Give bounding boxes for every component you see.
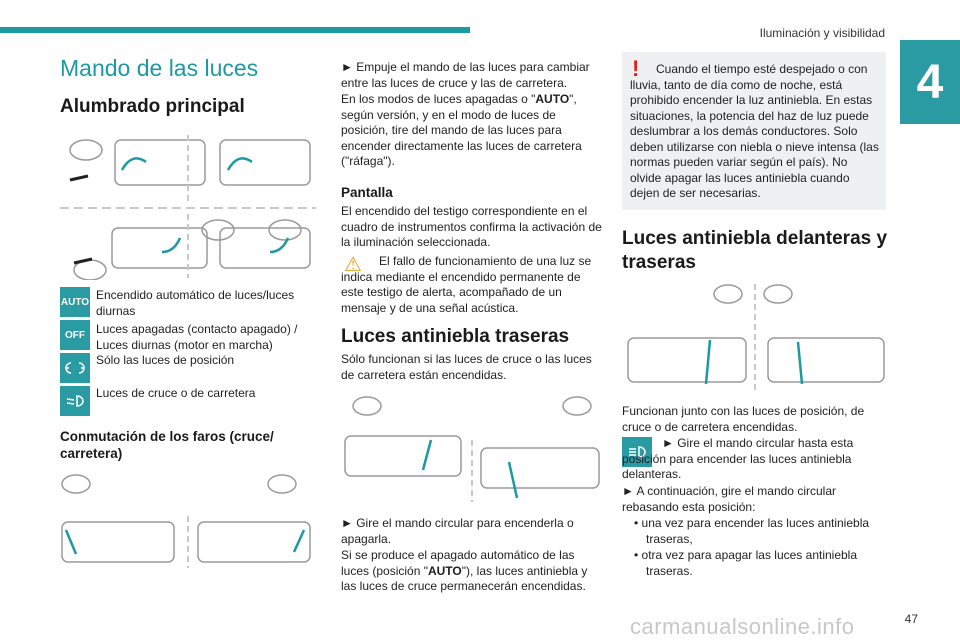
legend-auto-text: Encendido automático de luces/luces diurnas: [96, 288, 295, 318]
heading-display: Pantalla: [341, 185, 393, 200]
front-fog-switch-illustration: [622, 282, 888, 394]
chapter-badge: 4: [900, 40, 960, 124]
legend-off-text: Luces apagadas (contacto apagado) / Luces diurnas (motor en marcha): [96, 322, 298, 352]
paragraph-rear-fog-turn: ► Gire el mando circular para encenderla o apagarla.: [341, 516, 574, 546]
paragraph-fog-rear: ► A continuación, gire el mando circular rebasando esta posición:: [622, 484, 836, 514]
rear-fog-switch-illustration: [341, 390, 603, 505]
watermark: carmanualsonline.info: [630, 614, 855, 639]
position-lights-icon: [60, 353, 90, 383]
paragraph-switch-push: ► Empuje el mando de las luces para cambiar entre las luces de cruce y las de carretera.: [341, 60, 590, 90]
paragraph-fog-front: ► Gire el mando circular hasta esta posición para encender las luces antiniebla delanteras.: [622, 436, 854, 481]
heading-rear-fog: Luces antiniebla traseras: [341, 326, 570, 347]
heading-headlight-switch: Conmutación de los faros (cruce/ carretera): [60, 429, 274, 461]
paragraph-flash: En los modos de luces apagadas o "AUTO", según versión, y en el modo de luces de posición, tire del mando de las luces para encender directamente las luces de carretera ("ráfaga").: [341, 92, 582, 168]
page-number: 47: [904, 612, 918, 626]
paragraph-rear-fog: Sólo funcionan si las luces de cruce o las luces de carretera están encendidas.: [341, 352, 592, 382]
bullet-item: • una vez para encender las luces antiniebla traseras,: [634, 516, 870, 546]
header-bar: [0, 27, 470, 33]
page-title: Mando de las luces: [60, 55, 259, 81]
lighting-switch-illustration: [60, 130, 316, 280]
auto-mode-icon: AUTO: [60, 287, 90, 317]
legend-beam-text: Luces de cruce o de carretera: [96, 386, 256, 400]
subtitle-main-lighting: Alumbrado principal: [60, 96, 245, 117]
section-title: Iluminación y visibilidad: [759, 26, 885, 40]
paragraph-display: El encendido del testigo correspondiente en el cuadro de instrumentos confirma la activación de la iluminación seleccionada.: [341, 204, 602, 249]
bullet-item: • otra vez para apagar las luces antiniebla traseras.: [634, 548, 858, 578]
warning-triangle-icon: ⚠: [344, 254, 362, 276]
headlight-switch-illustration: [60, 470, 316, 570]
low-high-beam-icon: [60, 386, 90, 416]
off-mode-icon: OFF: [60, 320, 90, 350]
exclamation-icon: !: [632, 56, 640, 81]
heading-front-rear-fog: Luces antiniebla delanteras y traseras: [622, 228, 888, 273]
callout-text: Cuando el tiempo esté despejado o con lluvia, tanto de día como de noche, está prohibido encender la luz antiniebla. En estas situaciones, la potencia del haz de luz puede deslumbrar a los demás conductores. Solo deben utilizarse con niebla o nieve intensa (las normas pueden variar según el país). No olvide apagar las luces antiniebla cuando dejen de ser necesarias.: [630, 62, 879, 200]
paragraph-warning: El fallo de funcionamiento de una luz se indica mediante el encendido permanente de este testigo de alerta, acompañado de un mensaje y de una señal acústica.: [341, 254, 592, 315]
paragraph-rear-fog-auto: Si se produce el apagado automático de las luces (posición "AUTO"), las luces antiniebla y las luces de cruce permanecerán encendidas.: [341, 548, 588, 593]
legend-position-text: Sólo las luces de posición: [96, 353, 235, 367]
paragraph-fog-usage: Funcionan junto con las luces de posición, de cruce o de carretera encendidas.: [622, 404, 865, 434]
